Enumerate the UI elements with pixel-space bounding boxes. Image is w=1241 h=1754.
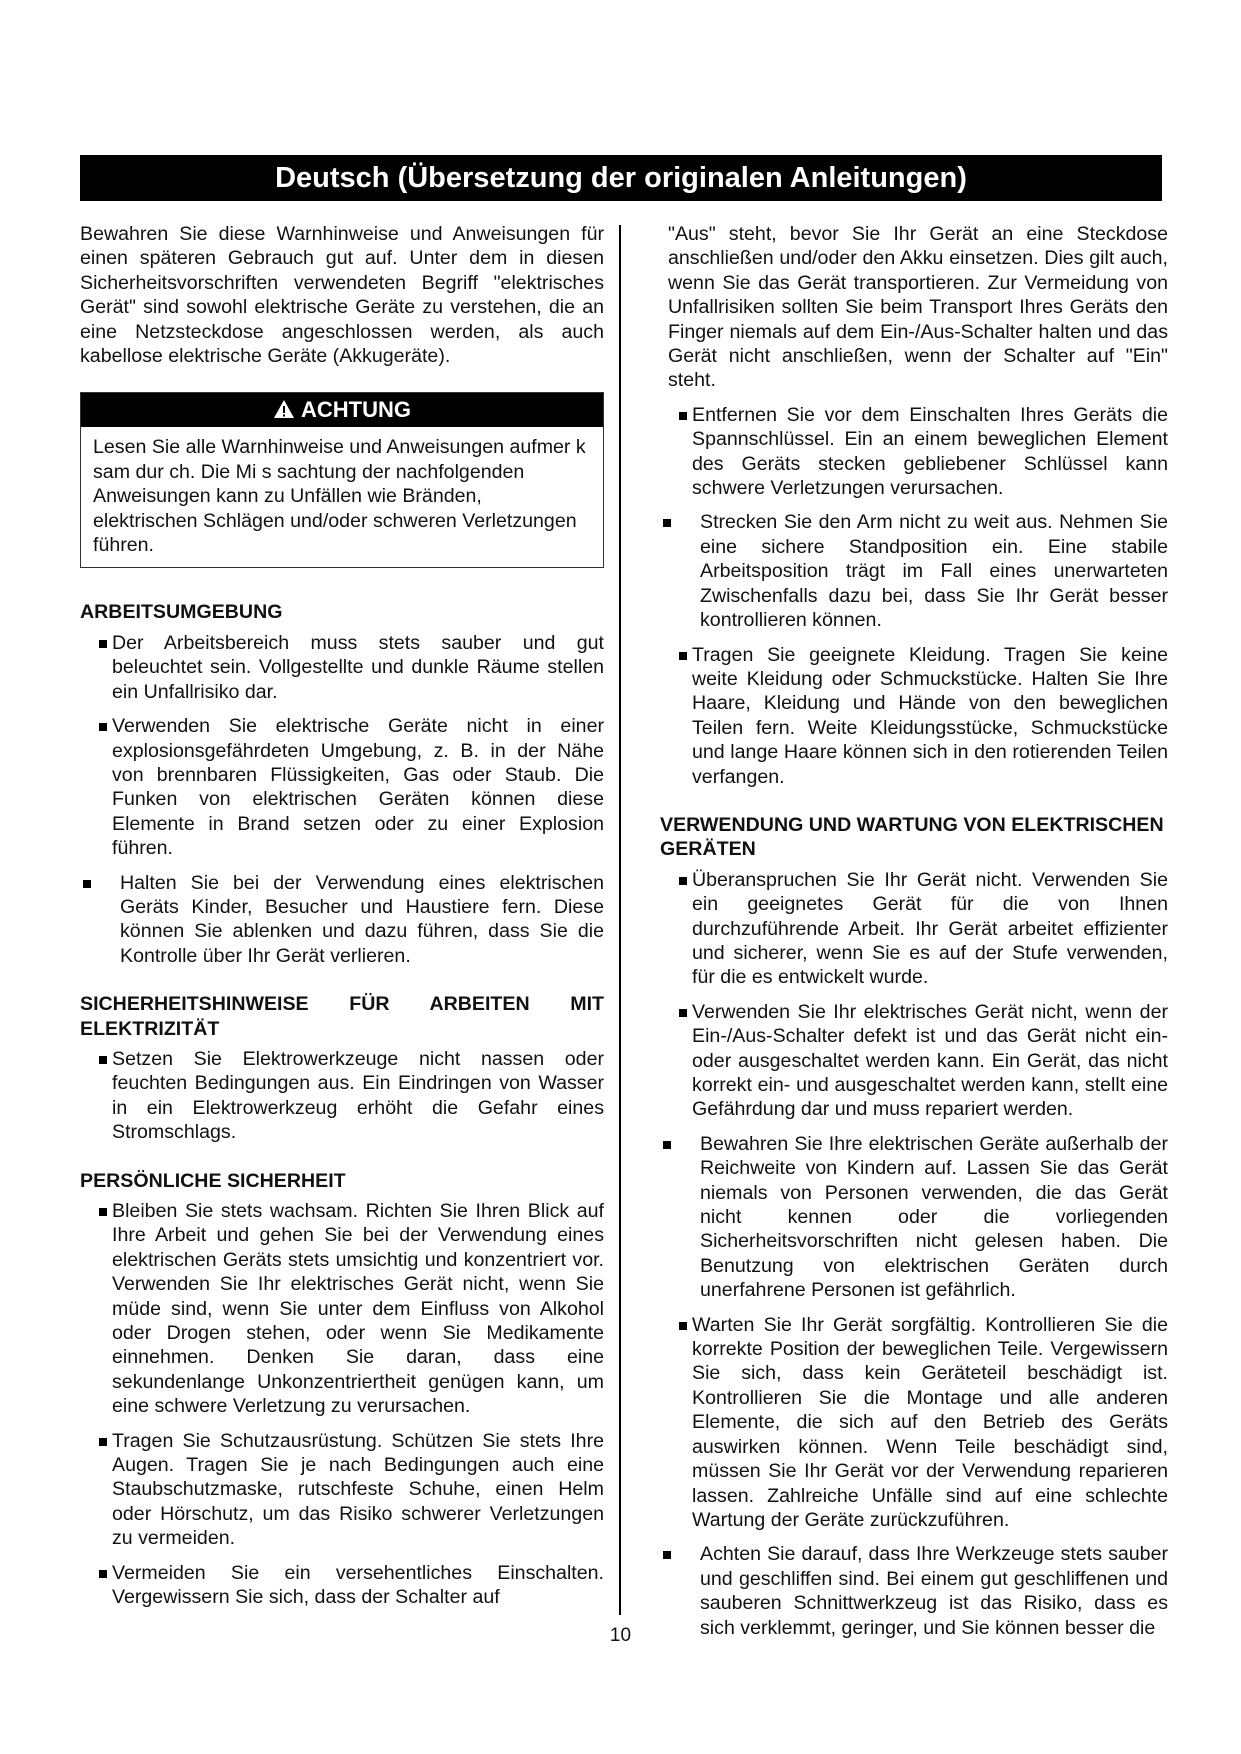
bullet-square-icon: [99, 1208, 107, 1216]
list-item: [660, 868, 1168, 990]
section-heading-electrical: SICHERHEITSHINWEISE FÜR ARBEITEN MIT ELEKTRIZITÄT: [80, 993, 604, 1040]
page-title: Deutsch (Übersetzung der originalen Anleitungen): [80, 155, 1162, 201]
continuation-paragraph: "Aus" steht, bevor Sie Ihr Gerät an eine Steckdose anschließen und/oder den Akku einsetzen. Dies gilt auch, wenn Sie das Gerät transportieren. Zur Vermeidung von Unfallrisiken sollten Sie beim Transport Ihres Geräts den Finger niemals auf dem Ein-/Aus-Schalter halten und das Gerät nicht anschließen, wenn der Schalter auf "Ein" steht.: [668, 223, 1168, 392]
list-item: [80, 631, 604, 704]
list-item-text: Tragen Sie Schutzausrüstung. Schützen Sie stets Ihre Augen. Tragen Sie je nach Bedingungen auch eine Staubschutzmaske, rutschfeste Schuhe, einen Helm oder Hörschutz, um das Risiko schwerer Verletzungen zu vermeiden.: [112, 1429, 604, 1550]
list-item: [80, 1429, 604, 1551]
list-item: [660, 403, 1168, 501]
list-item-text: Bleiben Sie stets wachsam. Richten Sie Ihren Blick auf Ihre Arbeit und gehen Sie bei der Verwendung eines elektrischen Geräts stets umsichtig und konzentriert vor. Verwenden Sie Ihr elektrisches Gerät nicht, wenn Sie müde sind, wenn Sie unter dem Einfluss von Alkohol oder Drogen stehen, oder wenn Sie Medikamente einnehmen. Denken Sie daran, dass eine sekundenlange Unkonzentriertheit genügen kann, um eine schwere Verletzung zu verursachen.: [112, 1200, 604, 1418]
list-item-text: Bewahren Sie Ihre elektrischen Geräte außerhalb der Reichweite von Kindern auf. Lassen Sie das Gerät niemals von Personen verwenden, die das Gerät nicht kennen oder die vorliegenden Sicherheitsvorschriften nicht gelesen haben. Die Benutzung von elektrischen Geräten durch unerfahrene Personen ist gefährlich.: [700, 1132, 1168, 1302]
bullet-square-icon: [679, 1009, 687, 1017]
warning-notice-header: [81, 393, 603, 427]
section-heading-use-care: VERWENDUNG UND WARTUNG VON ELEKTRISCHEN GERÄTEN: [660, 813, 1164, 861]
list-item-text: Warten Sie Ihr Gerät sorgfältig. Kontrollieren Sie die korrekte Position der beweglichen Teile. Vergewissern Sie sich, dass kein Geräteteil beschädigt ist. Kontrollieren Sie die Montage und alle anderen Elemente, die sich auf den Betrieb des Geräts auswirken können. Wenn Teile beschädigt sind, müssen Sie Ihr Gerät vor der Verwendung reparieren lassen. Zahlreiche Unfälle sind auf eine schlechte Wartung der Geräte zurückzuführen.: [692, 1313, 1168, 1531]
list-item: [80, 714, 604, 860]
list-item: [660, 643, 1168, 789]
list-item: [80, 1561, 604, 1610]
column-divider: [619, 225, 621, 1615]
bullet-square-icon: [99, 723, 107, 731]
list-item-text: Strecken Sie den Arm nicht zu weit aus. Nehmen Sie eine sichere Standposition ein. Eine stabile Arbeitsposition trägt im Fall eines unerwarteten Zwischenfalls dazu bei, dass Sie Ihr Gerät besser kontrollieren können.: [700, 511, 1168, 632]
list-item-text: Überanspruchen Sie Ihr Gerät nicht. Verwenden Sie ein geeignetes Gerät für die von Ihnen durchzuführende Arbeit. Ihr Gerät arbeitet effizienter und sicherer, wenn Sie es auf der Stufe verwenden, für die es entwickelt wurde.: [692, 868, 1168, 989]
list-item-text: Halten Sie bei der Verwendung eines elektrischen Geräts Kinder, Besucher und Haustiere fern. Diese können Sie ablenken und dazu führen, dass Sie die Kontrolle über Ihr Gerät verlieren.: [120, 871, 604, 967]
list-item-text: Verwenden Sie elektrische Geräte nicht in einer explosionsgefährdeten Umgebung, z. B. in der Nähe von brennbaren Flüssigkeiten, Gas oder Staub. Die Funken von elektrischen Geräten können diese Elemente in Brand setzen oder zu einer Explosion führen.: [112, 715, 604, 860]
bullet-square-icon: [679, 877, 687, 885]
bullet-square-icon: [679, 652, 687, 660]
list-item-text: Verwenden Sie Ihr elektrisches Gerät nicht, wenn der Ein-/Aus-Schalter defekt ist und das Gerät nicht ein- oder ausgeschaltet werden kann. Ein Gerät, das nicht korrekt ein- und ausgeschaltet werden kann, stellt eine Gefährdung dar und muss repariert werden.: [692, 1000, 1168, 1121]
left-column: [80, 222, 604, 1620]
bullet-square-icon: [663, 1551, 671, 1559]
list-item: [660, 510, 1168, 632]
bullet-square-icon: [679, 412, 687, 420]
list-item: [80, 1047, 604, 1145]
bullet-square-icon: [663, 1141, 671, 1149]
list-item-text: Der Arbeitsbereich muss stets sauber und gut beleuchtet sein. Vollgestellte und dunkle Räume stellen ein Unfallrisiko dar.: [112, 631, 604, 703]
list-item: [660, 1132, 1168, 1303]
section-heading-work-area: ARBEITSUMGEBUNG: [80, 601, 283, 624]
bullet-square-icon: [679, 1322, 687, 1330]
list-item-text: Tragen Sie geeignete Kleidung. Tragen Sie keine weite Kleidung oder Schmuckstücke. Halten Sie Ihre Haare, Kleidung und Hände von den beweglichen Teilen fern. Weite Kleidungsstücke, Schmuckstücke und lange Haare können sich in den rotierenden Teilen verfangen.: [692, 643, 1168, 788]
bullet-square-icon: [99, 640, 107, 648]
warning-label: ACHTUNG: [301, 397, 411, 423]
list-item-text: Achten Sie darauf, dass Ihre Werkzeuge stets sauber und geschliffen sind. Bei einem gut geschliffenen und sauberen Schnittwerkzeug ist das Risiko, dass es sich verklemmt, geringer, und Sie können besser die: [700, 1543, 1168, 1639]
list-item: [80, 1199, 604, 1419]
warning-triangle-icon: [273, 395, 295, 429]
list-item: [660, 1313, 1168, 1533]
bullet-square-icon: [99, 1570, 107, 1578]
right-column: [660, 222, 1168, 1650]
warning-notice: [80, 392, 604, 568]
page-number: 10: [609, 1625, 632, 1646]
section-heading-personal-safety: PERSÖNLICHE SICHERHEIT: [80, 1169, 346, 1192]
list-item: [80, 871, 604, 969]
list-item-text: Setzen Sie Elektrowerkzeuge nicht nassen oder feuchten Bedingungen aus. Ein Eindringen von Wasser in ein Elektrowerkzeug erhöht die Gefahr eines Stromschlags.: [112, 1047, 604, 1144]
bullet-square-icon: [99, 1056, 107, 1064]
warning-text: Lesen Sie alle Warnhinweise und Anweisungen aufmer k sam dur ch. Die Mi s sachtung der nachfolgenden Anweisungen kann zu Unfällen wie Bränden, elektrischen Schlägen und/oder schweren Verletzungen führen.: [93, 436, 586, 557]
list-item-text: Entfernen Sie vor dem Einschalten Ihres Geräts die Spannschlüssel. Ein an einem beweglichen Element des Geräts stecken gebliebener Schlüssel kann schwere Verletzungen verursachen.: [692, 403, 1168, 500]
bullet-square-icon: [83, 880, 91, 888]
bullet-square-icon: [99, 1438, 107, 1446]
list-item: [660, 1000, 1168, 1122]
bullet-square-icon: [663, 519, 671, 527]
intro-paragraph: Bewahren Sie diese Warnhinweise und Anweisungen für einen späteren Gebrauch gut auf. Unter dem in diesen Sicherheitsvorschriften verwendeten Begriff "elektrisches Gerät" sind sowohl elektrische Geräte zu verstehen, die an eine Netzsteckdose angeschlossen werden, als auch kabellose elektrische Geräte (Akkugeräte).: [80, 223, 604, 368]
list-item-text: Vermeiden Sie ein versehentliches Einschalten. Vergewissern Sie sich, dass der Schalter auf: [112, 1561, 604, 1609]
